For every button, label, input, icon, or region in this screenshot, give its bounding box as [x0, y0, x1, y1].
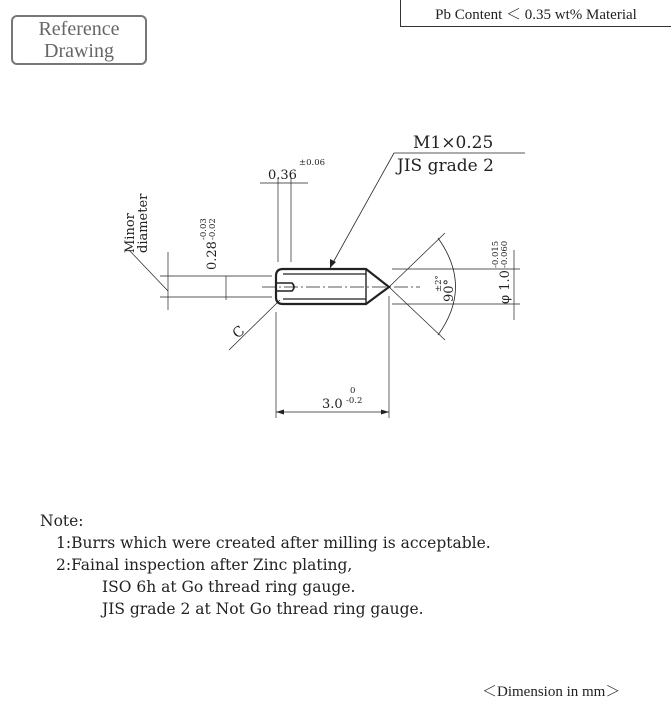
outer-dia-value: φ 1.0	[498, 270, 513, 304]
note-item-2b: JIS grade 2 at Not Go thread ring gauge.	[102, 600, 424, 618]
reference-line1: Reference	[38, 18, 120, 40]
minor-diameter-label-2: diameter	[136, 193, 151, 253]
notes-block	[40, 510, 491, 620]
material-note: Pb Content ＜ 0.35 wt% Material	[400, 0, 671, 27]
minor-dia-leader	[129, 250, 168, 291]
length-tol-upper: 0	[350, 386, 356, 396]
dimension-unit-note: ＜Dimension in mm＞	[482, 684, 621, 700]
note-item-2: 2:Fainal inspection after Zinc plating,	[56, 556, 353, 574]
minor-dia-tol-lower: -0.02	[208, 218, 218, 240]
notes-heading: Note:	[40, 512, 84, 530]
outer-dia-tol-upper: -0.015	[491, 240, 501, 268]
note-item-1: 1:Burrs which were created after milling is acceptable.	[56, 534, 491, 552]
note-item-2a: ISO 6h at Go thread ring gauge.	[102, 578, 356, 596]
outer-dia-tol-lower: -0.060	[500, 240, 510, 268]
minor-diameter-label-1: Minor	[123, 213, 138, 253]
thread-callout-size: M1×0.25	[413, 133, 494, 153]
thread-callout-grade: JIS grade 2	[397, 156, 494, 176]
length-value: 3.0	[322, 397, 343, 412]
angle-tolerance: ±2°	[434, 275, 444, 292]
chamfer-label: C	[229, 322, 249, 343]
slot-width-tolerance: ±0.06	[299, 158, 326, 168]
minor-dia-tol-upper: -0.03	[199, 218, 209, 240]
angle-value: 90°	[442, 278, 457, 302]
length-tol-lower: -0.2	[346, 396, 363, 406]
slot-width-value: 0.36	[268, 168, 297, 183]
minor-dia-value: 0.28	[205, 241, 220, 270]
reference-line2: Drawing	[44, 40, 114, 62]
